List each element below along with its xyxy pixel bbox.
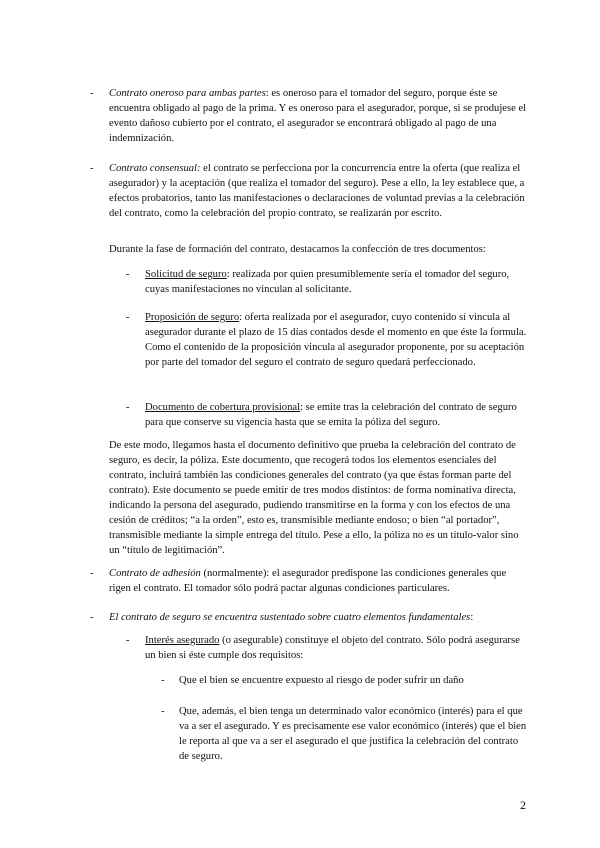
bullet-dash: - <box>90 88 94 99</box>
list-item-interes-asegurado <box>126 633 528 663</box>
bullet-dash: - <box>126 402 130 413</box>
item-text: : es oneroso para el tomador del seguro, porque éste se encuentra obligado al pago de la prima. Y es oneroso para el asegurador, porque, si se produjese el evento dañoso cubierto por el contrato, el asegurador se encontrará obligado al pago de una indemnización. <box>109 88 527 144</box>
item-lead: Contrato de adhesión <box>109 568 201 579</box>
item-text: (normalmente): el asegurador predispone las condiciones generales que rigen el contrato. El tomador sólo podrá pactar algunas condiciones particulares. <box>109 568 507 594</box>
bullet-dash: - <box>90 612 94 623</box>
item-lead: Interés asegurado <box>145 635 220 646</box>
item-lead: El contrato de seguro se encuentra sustentado sobre cuatro elementos fundamentales <box>109 612 471 623</box>
item-lead: Proposición de seguro <box>145 312 240 323</box>
list-item-solicitud <box>126 267 528 297</box>
list-item-requisito-2 <box>161 704 528 764</box>
list-item-proposicion <box>126 310 528 370</box>
bullet-dash: - <box>161 706 165 717</box>
item-lead: Documento de cobertura provisional <box>145 402 301 413</box>
list-item-contrato-adhesion <box>90 566 528 596</box>
list-item-contrato-oneroso <box>90 86 528 146</box>
bullet-dash: - <box>90 568 94 579</box>
bullet-dash: - <box>126 269 130 280</box>
list-item-cobertura <box>126 400 528 430</box>
item-text: Que, además, el bien tenga un determinado valor económico (interés) para el que va a ser el asegurado. Y es precisamente ese valor económico (interés) que el bien le reporta al que va a ser el asegurado el que justifica la celebración del contrato de seguro. <box>179 706 527 762</box>
item-lead: Solicitud de seguro <box>145 269 227 280</box>
bullet-dash: - <box>161 675 165 686</box>
list-item-requisito-1 <box>161 673 528 688</box>
paragraph-formacion: Durante la fase de formación del contrato, destacamos la confección de tres documentos: <box>109 244 486 255</box>
bullet-dash: - <box>90 163 94 174</box>
paragraph-poliza: De este modo, llegamos hasta el documento definitivo que prueba la celebración del contrato de seguro, es decir, la póliza. Este documento, que recogerá todos los elementos esenciales del contrato, incluirá también las condiciones generales del contrato (ya que éstas forman parte del contrato). Este documento se puede emitir de tres modos distintos: de forma nominativa directa, indicando la persona del asegurado, pudiendo transmitirse en la forma y con los efectos de una cesión de créditos; “a la orden”, esto es, transmisible mediante endoso; o bien “al portador”, transmisible mediante la simple entrega del título. Pese a ello, la póliza no es un título-valor sino un “título de legitimación”. <box>109 440 519 556</box>
item-lead: Contrato oneroso para ambas partes <box>109 88 266 99</box>
item-text: : oferta realizada por el asegurador, cuyo contenido sí vincula al asegurador durante el plazo de 15 días contados desde el momento en que éste la formula. Como el contenido de la proposición vincula al asegurador proponente, por su aceptación por parte del tomador del seguro el contrato de seguro quedará perfeccionado. <box>145 312 527 368</box>
list-item-elementos <box>90 610 528 625</box>
item-text: : realizada por quien presumiblemente sería el tomador del seguro, cuyas manifestaciones no vinculan al solicitante. <box>145 269 510 295</box>
list-item-contrato-consensual <box>90 161 528 221</box>
page-number: 2 <box>520 798 526 812</box>
item-text: : se emite tras la celebración del contrato de seguro para que conserve su vigencia hasta que se emita la póliza del seguro. <box>145 402 517 428</box>
item-text: Que el bien se encuentre expuesto al riesgo de poder sufrir un daño <box>179 675 464 686</box>
item-text: el contrato se perfecciona por la concurrencia entre la oferta (que realiza el asegurador) y la aceptación (que realiza el tomador del seguro). Pese a ello, la ley establece que, a efectos probatorios, tanto las manifestaciones o declaraciones de voluntad previas a la celebración del contrato, como la celebración del propio contrato, se realizarán por escrito. <box>109 163 525 219</box>
bullet-dash: - <box>126 635 130 646</box>
bullet-dash: - <box>126 312 130 323</box>
item-text: : <box>470 612 474 623</box>
item-lead: Contrato consensual: <box>109 163 201 174</box>
item-text: (o asegurable) constituye el objeto del contrato. Sólo podrá asegurarse un bien si éste cumple dos requisitos: <box>145 635 520 661</box>
